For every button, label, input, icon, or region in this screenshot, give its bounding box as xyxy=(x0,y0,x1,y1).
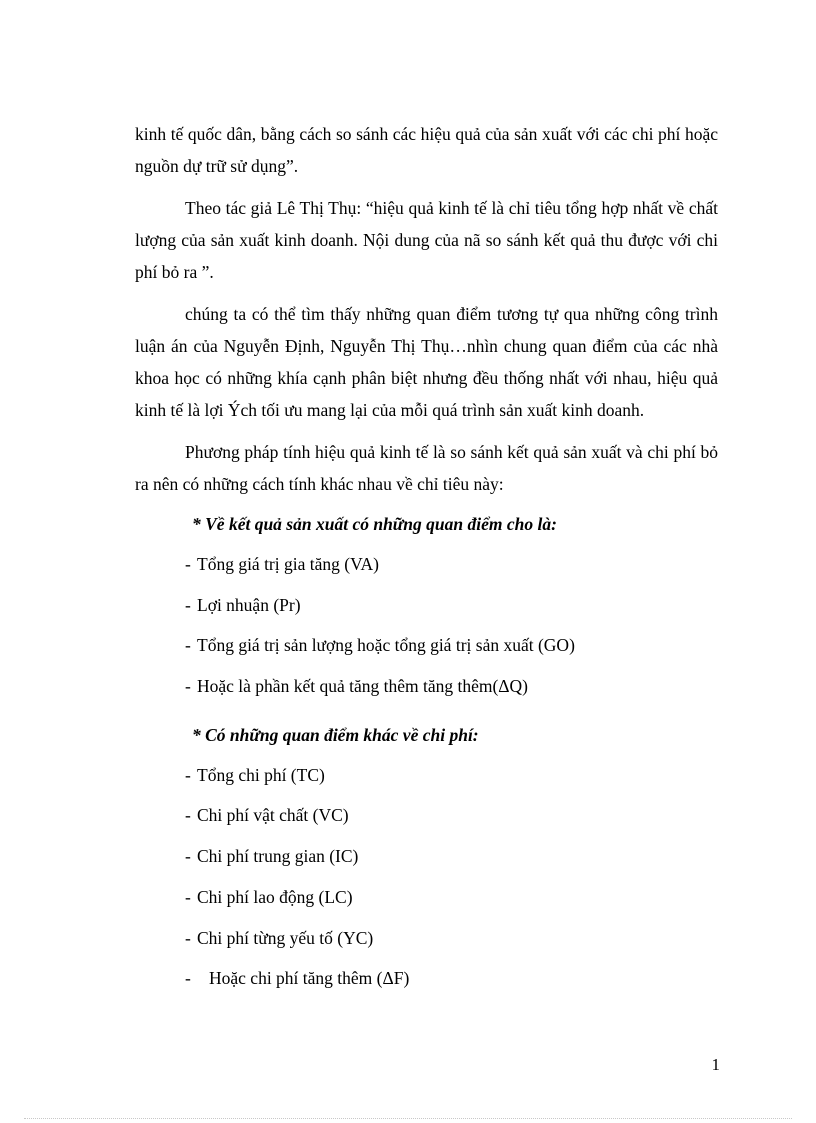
list-dash: - xyxy=(185,594,191,615)
list-dash: - xyxy=(185,635,191,656)
list-item xyxy=(185,629,718,670)
list-item xyxy=(185,759,718,800)
list-dash: - xyxy=(185,846,191,867)
page-body xyxy=(135,118,718,1003)
paragraph-calculation-method: Phương pháp tính hiệu quả kinh tế là so sánh kết quả sản xuất và chi phí bỏ ra nên có những cách tính khác nhau về chỉ tiêu này: xyxy=(135,442,718,494)
list-dash: - xyxy=(185,764,191,785)
list-item-text: Hoặc chi phí tăng thêm (ΔF) xyxy=(209,968,410,989)
list-item xyxy=(185,548,718,589)
list-item-text: Lợi nhuận (Pr) xyxy=(197,594,301,615)
list-item-text: Chi phí trung gian (IC) xyxy=(197,846,359,867)
paragraph-similar-views: chúng ta có thể tìm thấy những quan điểm tương tự qua những công trình luận án của Nguyễn Định, Nguyễn Thị Thụ…nhìn chung quan điểm của các nhà khoa học có những khía cạnh phân biệt nhưng đều thống nhất với nhau, hiệu quả kinh tế là lợi Ých tối ưu mang lại của mỗi quá trình sản xuất kinh doanh. xyxy=(135,304,718,420)
list-dash: - xyxy=(185,554,191,574)
costs-heading: * Có những quan điểm khác về chi phí: xyxy=(192,724,479,745)
list-item xyxy=(185,840,718,881)
list-item xyxy=(185,922,718,963)
list-item xyxy=(185,589,718,630)
list-item xyxy=(185,799,718,840)
paragraph-continuation: kinh tế quốc dân, bằng cách so sánh các hiệu quả của sản xuất với các chi phí hoặc nguồn dự trữ sử dụng”. xyxy=(135,124,718,176)
results-heading: * Về kết quả sản xuất có những quan điểm cho là: xyxy=(192,514,557,534)
results-list xyxy=(135,548,718,711)
list-dash: - xyxy=(185,805,191,826)
list-item-text: Chi phí lao động (LC) xyxy=(197,886,353,907)
page-number: 1 xyxy=(711,1055,720,1074)
costs-list xyxy=(135,759,718,1003)
list-dash: - xyxy=(185,676,191,697)
list-item xyxy=(185,670,718,711)
list-item-text: Hoặc là phần kết quả tăng thêm tăng thêm(ΔQ) xyxy=(197,676,529,697)
list-dash: - xyxy=(185,968,191,989)
page-bottom-divider xyxy=(24,1118,792,1119)
list-dash: - xyxy=(185,886,191,907)
list-item xyxy=(185,962,718,1003)
list-item-text: Tổng chi phí (TC) xyxy=(197,764,325,785)
list-item-text: Chi phí từng yếu tố (YC) xyxy=(197,927,374,948)
list-item xyxy=(185,881,718,922)
paragraph-le-thi-thu: Theo tác giả Lê Thị Thụ: “hiệu quả kinh tế là chỉ tiêu tổng hợp nhất về chất lượng của sản xuất kinh doanh. Nội dung của nã so sánh kết quả thu được với chi phí bỏ ra ”. xyxy=(135,198,718,282)
list-item-text: Tổng giá trị sản lượng hoặc tổng giá trị sản xuất (GO) xyxy=(197,635,575,656)
list-item-text: Tổng giá trị gia tăng (VA) xyxy=(197,554,379,574)
list-dash: - xyxy=(185,927,191,948)
list-item-text: Chi phí vật chất (VC) xyxy=(197,805,349,826)
